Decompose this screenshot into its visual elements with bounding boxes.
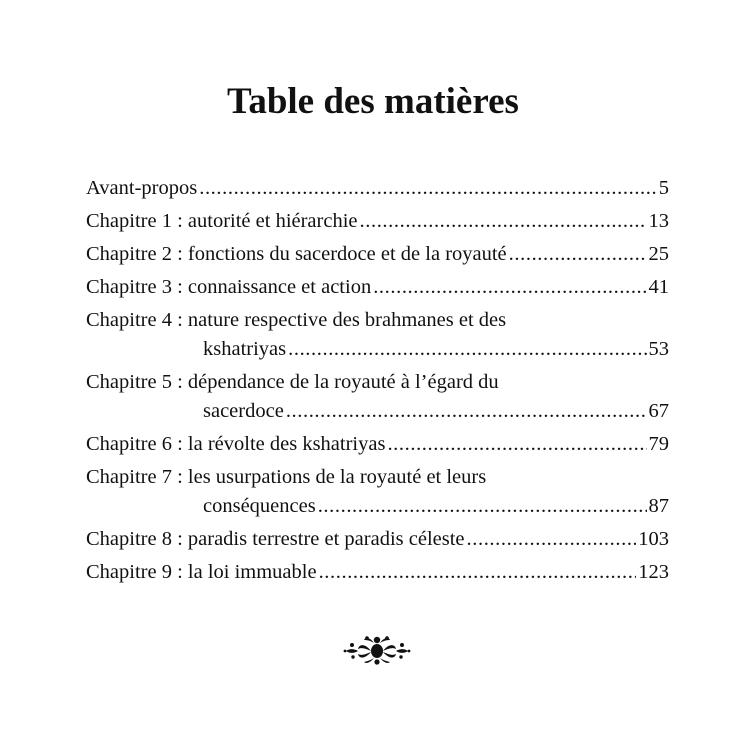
toc-dot-leader <box>199 173 657 204</box>
toc-entry-chapitre-9[interactable] <box>86 557 669 588</box>
toc-dot-leader <box>509 239 647 270</box>
toc-entry-chapitre-3[interactable] <box>86 272 669 303</box>
toc-entry-label: Chapitre 9 : la loi immuable <box>86 561 317 583</box>
toc-dot-leader <box>467 524 637 555</box>
toc-entry-chapitre-8[interactable] <box>86 524 669 555</box>
toc-dot-leader <box>319 557 637 588</box>
toc-entry-avant-propos[interactable] <box>86 173 669 204</box>
toc-entry-label-line-1: Chapitre 4 : nature respective des brahmanes et des <box>86 309 507 331</box>
toc-entry-label-line-1: Chapitre 5 : dépendance de la royauté à l’égard du <box>86 371 499 393</box>
toc-page-number: 123 <box>638 561 669 583</box>
toc-entry-chapitre-1[interactable] <box>86 206 669 237</box>
toc-entry-chapitre-7[interactable] <box>86 462 669 524</box>
toc-entry-label: Chapitre 6 : la révolte des kshatriyas <box>86 433 386 455</box>
toc-page-number: 79 <box>648 433 669 455</box>
toc-dot-leader <box>286 396 647 427</box>
toc-page-number: 5 <box>658 177 669 199</box>
table-of-contents <box>86 173 669 590</box>
toc-page-number: 103 <box>638 528 669 550</box>
toc-entry-label-line-2: conséquences <box>203 495 316 517</box>
page-title: Table des matières <box>227 81 519 122</box>
fleuron-ornament-icon <box>343 634 411 666</box>
toc-entry-label: Chapitre 2 : fonctions du sacerdoce et de la royauté <box>86 243 507 265</box>
toc-page-number: 53 <box>648 338 669 360</box>
toc-dot-leader <box>387 429 646 460</box>
toc-entry-label: Chapitre 1 : autorité et hiérarchie <box>86 210 358 232</box>
toc-entry-label: Chapitre 8 : paradis terrestre et paradis céleste <box>86 528 465 550</box>
toc-entry-label-line-2: kshatriyas <box>203 338 287 360</box>
toc-page-number: 13 <box>648 210 669 232</box>
toc-entry-label: Chapitre 3 : connaissance et action <box>86 276 372 298</box>
toc-entry-label-line-1: Chapitre 7 : les usurpations de la royauté et leurs <box>86 466 487 488</box>
toc-dot-leader <box>318 491 647 522</box>
toc-page-number: 41 <box>648 276 669 298</box>
toc-page-number: 25 <box>648 243 669 265</box>
toc-dot-leader <box>373 272 646 303</box>
toc-dot-leader <box>288 334 646 365</box>
toc-entry-chapitre-2[interactable] <box>86 239 669 270</box>
toc-dot-leader <box>360 206 647 237</box>
toc-entry-label: Avant-propos <box>86 177 198 199</box>
toc-entry-label-line-2: sacerdoce <box>203 400 284 422</box>
toc-page-number: 87 <box>648 495 669 517</box>
toc-entry-chapitre-5[interactable] <box>86 367 669 429</box>
toc-entry-chapitre-6[interactable] <box>86 429 669 460</box>
toc-page-number: 67 <box>648 400 669 422</box>
toc-entry-chapitre-4[interactable] <box>86 305 669 367</box>
